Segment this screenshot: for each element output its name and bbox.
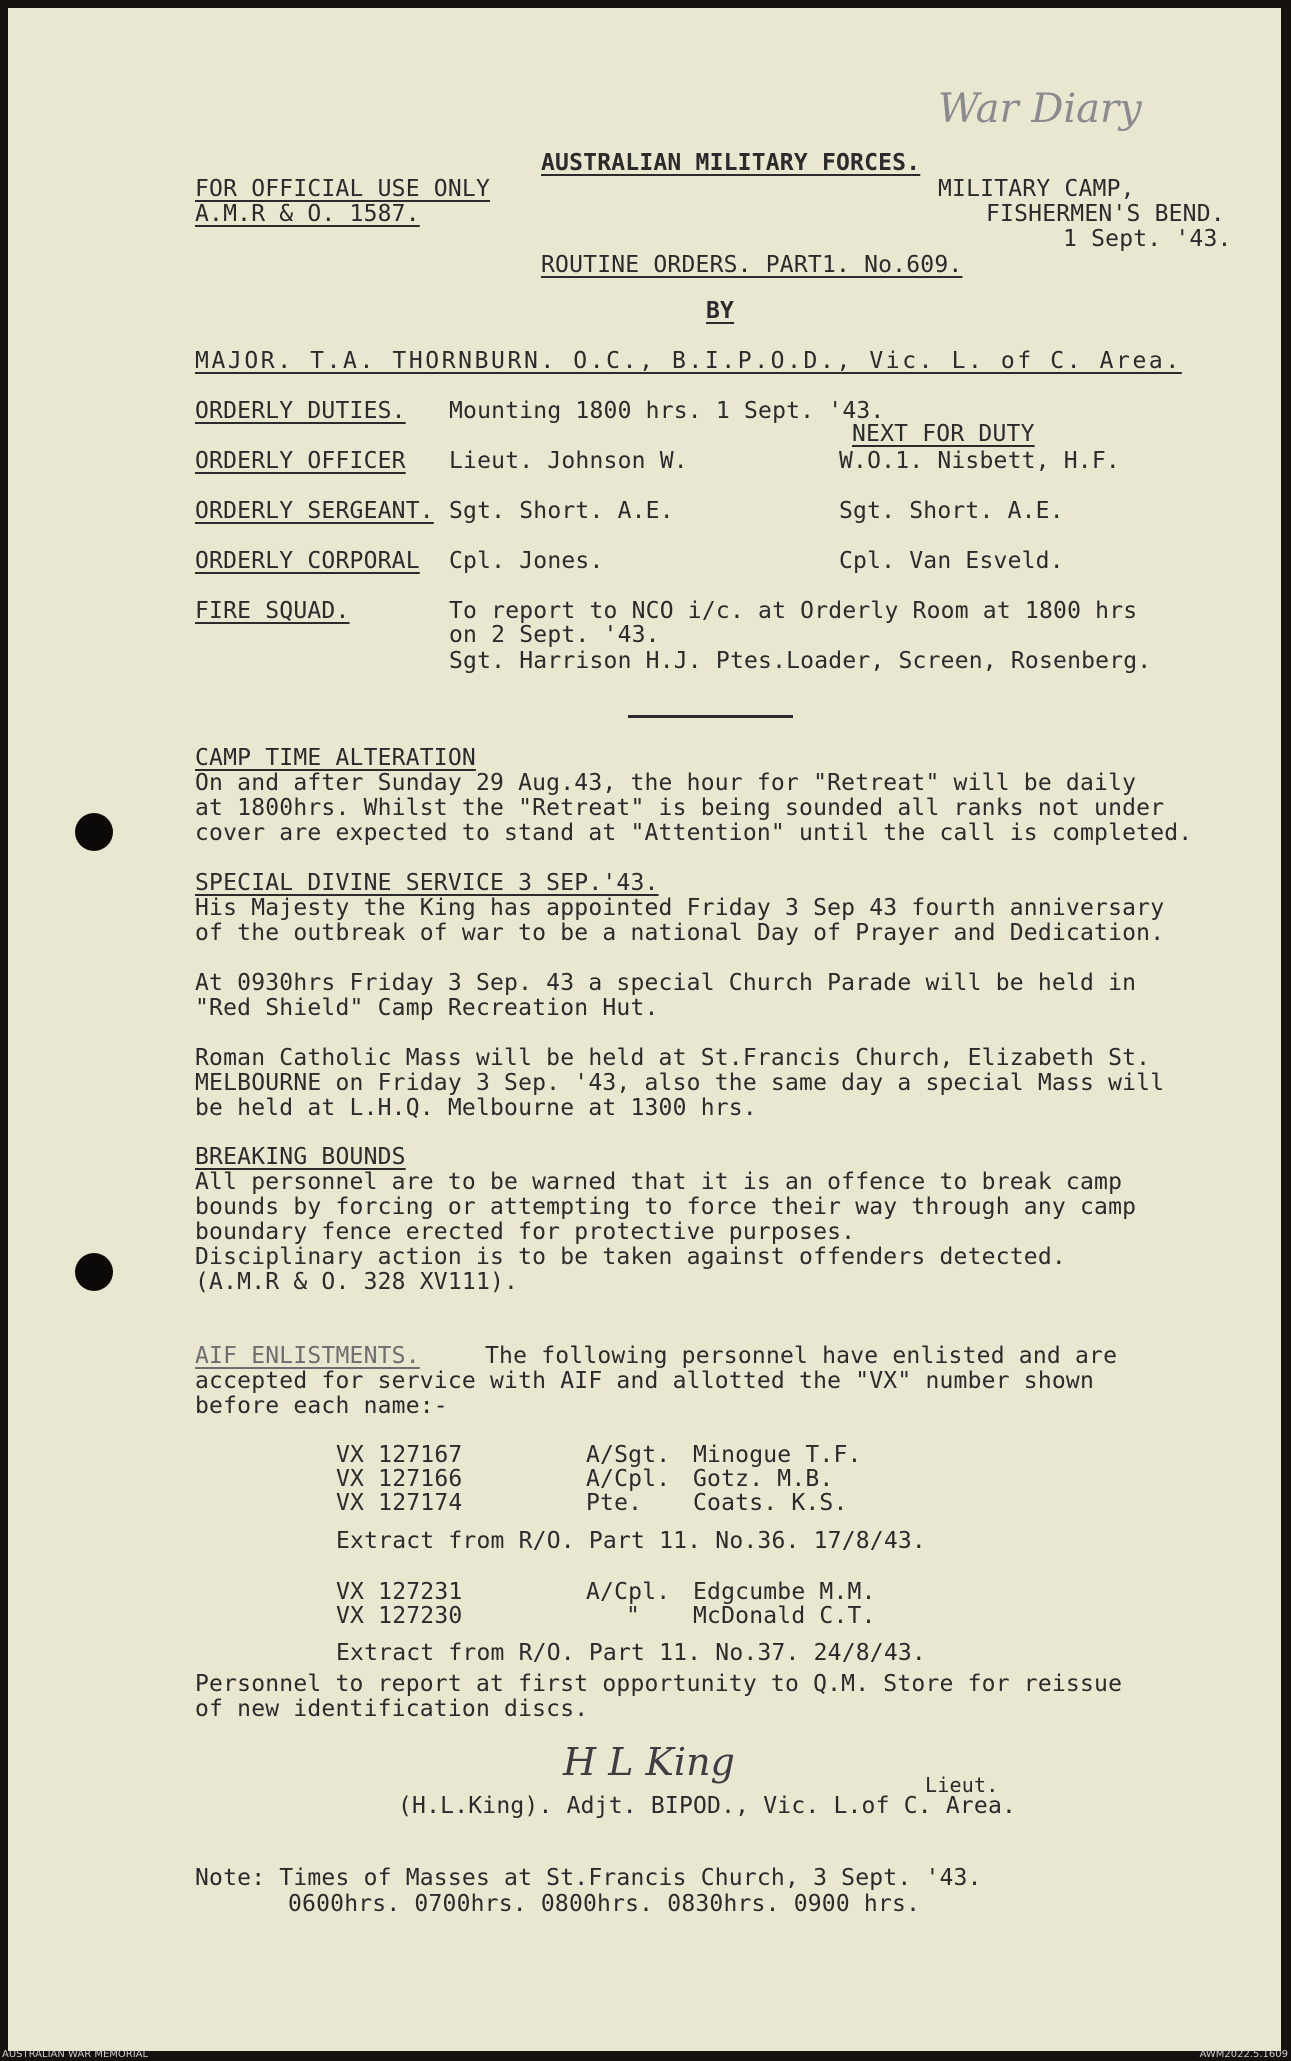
divine-service-heading: SPECIAL DIVINE SERVICE 3 SEP.'43. <box>195 870 659 896</box>
member-name: McDonald C.T. <box>693 1603 876 1629</box>
handwritten-signature: H L King <box>563 1740 735 1784</box>
archive-name: AUSTRALIAN WAR MEMORIAL <box>2 2049 149 2060</box>
divine-service-line-6: MELBOURNE on Friday 3 Sep. '43, also the same day a special Mass will <box>195 1070 1165 1096</box>
divine-service-line-7: be held at L.H.Q. Melbourne at 1300 hrs. <box>195 1095 757 1121</box>
vx-number: VX 127166 <box>336 1466 463 1492</box>
official-use-label: FOR OFFICIAL USE ONLY <box>195 176 490 202</box>
camp-time-line-3: cover are expected to stand at "Attention" until the call is completed. <box>195 820 1193 846</box>
breaking-bounds-line-4: Disciplinary action is to be taken against offenders detected. <box>195 1244 1066 1270</box>
orderly-officer-label: ORDERLY OFFICER <box>195 448 406 474</box>
section-divider <box>628 715 793 718</box>
breaking-bounds-line-1: All personnel are to be warned that it is an offence to break camp <box>195 1169 1123 1195</box>
archive-footer <box>0 2049 1291 2061</box>
orderly-officer-current: Lieut. Johnson W. <box>449 448 688 474</box>
archive-reference: AWM2022.5.1609 <box>1199 2049 1288 2060</box>
mass-times-list: 0600hrs. 0700hrs. 0800hrs. 0830hrs. 0900 hrs. <box>288 1891 921 1917</box>
fire-squad-line-2: on 2 Sept. '43. <box>449 622 660 648</box>
issuing-officer: MAJOR. T.A. THORNBURN. O.C., B.I.P.O.D., Vic. L. of C. Area. <box>195 348 1182 374</box>
signature-block: (H.L.King). Adjt. BIPOD., Vic. L.of C. Area. <box>398 1793 1017 1819</box>
aif-enlistments-heading: AIF ENLISTMENTS. <box>195 1343 420 1369</box>
camp-time-line-2: at 1800hrs. Whilst the "Retreat" is being sounded all ranks not under <box>195 795 1165 821</box>
aif-enlistments-line-3: before each name:- <box>195 1393 448 1419</box>
divine-service-line-3: At 0930hrs Friday 3 Sep. 43 a special Church Parade will be held in <box>195 970 1137 996</box>
fire-squad-line-3: Sgt. Harrison H.J. Ptes.Loader, Screen, Rosenberg. <box>449 648 1152 674</box>
rank: " <box>626 1603 641 1629</box>
orderly-corporal-current: Cpl. Jones. <box>449 548 604 574</box>
vx-number: VX 127231 <box>336 1579 463 1605</box>
breaking-bounds-line-5: (A.M.R & O. 328 XV111). <box>195 1269 519 1295</box>
extract-reference-2: Extract from R/O. Part 11. No.37. 24/8/43. <box>336 1640 926 1666</box>
orderly-corporal-next: Cpl. Van Esveld. <box>839 548 1064 574</box>
divine-service-line-1: His Majesty the King has appointed Friday 3 Sep 43 fourth anniversary <box>195 895 1165 921</box>
rank: A/Cpl. <box>586 1466 671 1492</box>
org-heading: AUSTRALIAN MILITARY FORCES. <box>541 150 921 176</box>
location-line-2: FISHERMEN'S BEND. <box>986 201 1225 227</box>
member-name: Minogue T.F. <box>693 1442 862 1468</box>
member-name: Gotz. M.B. <box>693 1466 834 1492</box>
orderly-duties-text: Mounting 1800 hrs. 1 Sept. '43. <box>449 398 885 424</box>
aif-enlistments-line-2: accepted for service with AIF and allotted the "VX" number shown <box>195 1368 1095 1394</box>
punch-hole-bottom <box>75 1253 113 1291</box>
vx-number: VX 127167 <box>336 1442 463 1468</box>
orderly-officer-next: W.O.1. Nisbett, H.F. <box>839 448 1120 474</box>
divine-service-line-5: Roman Catholic Mass will be held at St.Francis Church, Elizabeth St. <box>195 1045 1151 1071</box>
camp-time-line-1: On and after Sunday 29 Aug.43, the hour for "Retreat" will be daily <box>195 770 1137 796</box>
rank: Pte. <box>586 1490 643 1516</box>
breaking-bounds-line-2: bounds by forcing or attempting to force their way through any camp <box>195 1194 1137 1220</box>
document-date: 1 Sept. '43. <box>1063 226 1232 252</box>
orderly-sergeant-current: Sgt. Short. A.E. <box>449 498 674 524</box>
amr-reference: A.M.R & O. 1587. <box>195 201 420 227</box>
orderly-corporal-label: ORDERLY CORPORAL <box>195 548 420 574</box>
orderly-duties-label: ORDERLY DUTIES. <box>195 398 406 424</box>
routine-orders-title: ROUTINE ORDERS. PART1. No.609. <box>541 252 963 278</box>
breaking-bounds-heading: BREAKING BOUNDS <box>195 1144 406 1170</box>
member-name: Edgcumbe M.M. <box>693 1579 876 1605</box>
handwritten-annotation: War Diary <box>938 86 1142 132</box>
vx-number: VX 127230 <box>336 1603 463 1629</box>
member-name: Coats. K.S. <box>693 1490 848 1516</box>
rank: A/Cpl. <box>586 1579 671 1605</box>
by-label: BY <box>706 298 735 324</box>
divine-service-line-4: "Red Shield" Camp Recreation Hut. <box>195 995 659 1021</box>
divine-service-line-2: of the outbreak of war to be a national Day of Prayer and Dedication. <box>195 920 1165 946</box>
punch-hole-top <box>75 813 113 851</box>
fire-squad-label: FIRE SQUAD. <box>195 598 350 624</box>
location-line-1: MILITARY CAMP, <box>938 176 1135 202</box>
fire-squad-line-1: To report to NCO i/c. at Orderly Room at 1800 hrs <box>449 598 1138 624</box>
camp-time-heading: CAMP TIME ALTERATION <box>195 745 476 771</box>
reissue-note-line-1: Personnel to report at first opportunity to Q.M. Store for reissue <box>195 1671 1123 1697</box>
reissue-note-line-2: of new identification discs. <box>195 1696 589 1722</box>
mass-times-note: Note: Times of Masses at St.Francis Church, 3 Sept. '43. <box>195 1865 982 1891</box>
orderly-sergeant-label: ORDERLY SERGEANT. <box>195 498 434 524</box>
rank: A/Sgt. <box>586 1442 671 1468</box>
orderly-sergeant-next: Sgt. Short. A.E. <box>839 498 1064 524</box>
aif-enlistments-line-1: The following personnel have enlisted and are <box>485 1343 1118 1369</box>
extract-reference-1: Extract from R/O. Part 11. No.36. 17/8/43. <box>336 1528 926 1554</box>
next-for-duty-label: NEXT FOR DUTY <box>852 421 1035 447</box>
signatory-rank: Lieut. <box>925 1773 999 1797</box>
breaking-bounds-line-3: boundary fence erected for protective purposes. <box>195 1219 856 1245</box>
document-page <box>8 8 1281 2051</box>
vx-number: VX 127174 <box>336 1490 463 1516</box>
